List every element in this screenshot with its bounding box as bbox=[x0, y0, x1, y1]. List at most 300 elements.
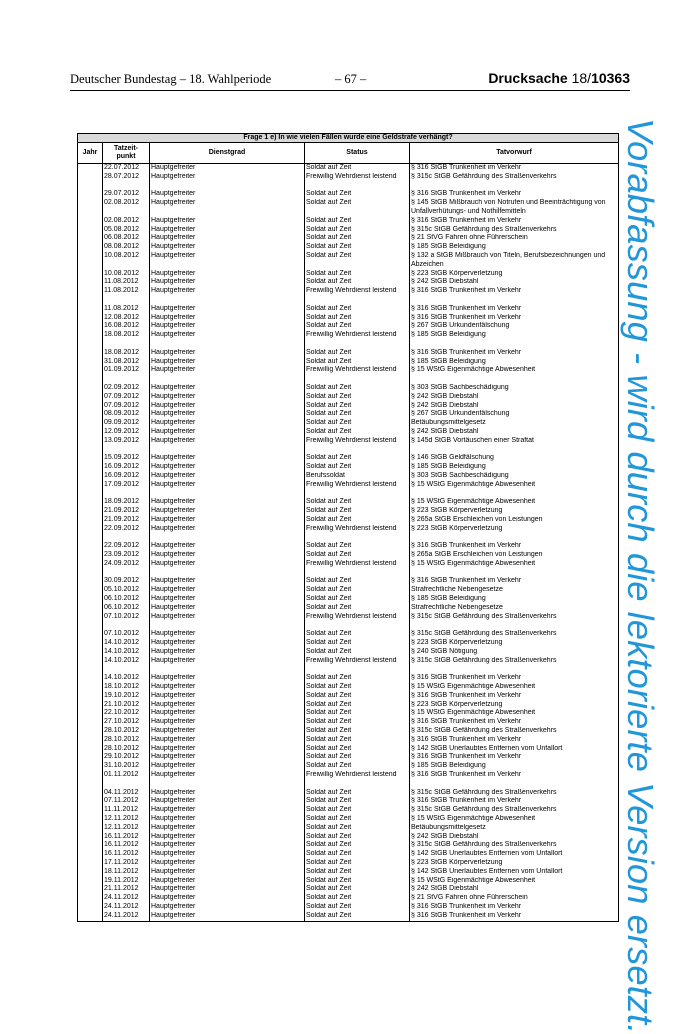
cell-jahr bbox=[78, 762, 103, 771]
table-row bbox=[78, 806, 619, 815]
table-spacer-row bbox=[78, 375, 619, 384]
spacer-cell bbox=[103, 621, 150, 630]
cell-tatzeitpunkt: 06.08.2012 bbox=[103, 234, 150, 243]
cell-tatvorwurf: § 315c StGB Gefährdung des Straßenverkehrs bbox=[410, 657, 619, 666]
spacer-cell bbox=[78, 446, 103, 455]
cell-jahr bbox=[78, 525, 103, 534]
cell-dienstgrad: Hauptgefreiter bbox=[150, 841, 305, 850]
cell-dienstgrad: Hauptgefreiter bbox=[150, 419, 305, 428]
cell-status: Soldat auf Zeit bbox=[305, 595, 410, 604]
cell-status: Soldat auf Zeit bbox=[305, 402, 410, 411]
cell-status: Soldat auf Zeit bbox=[305, 507, 410, 516]
spacer-cell bbox=[410, 569, 619, 578]
cell-dienstgrad: Hauptgefreiter bbox=[150, 243, 305, 252]
cell-tatvorwurf: § 242 StGB Diebstahl bbox=[410, 278, 619, 287]
cell-tatvorwurf: § 185 StGB Beleidigung bbox=[410, 762, 619, 771]
cell-tatzeitpunkt: 28.10.2012 bbox=[103, 736, 150, 745]
cell-tatzeitpunkt: 16.09.2012 bbox=[103, 472, 150, 481]
spacer-cell bbox=[305, 569, 410, 578]
cell-status: Soldat auf Zeit bbox=[305, 692, 410, 701]
cell-dienstgrad: Hauptgefreiter bbox=[150, 542, 305, 551]
cell-jahr bbox=[78, 454, 103, 463]
cell-dienstgrad: Hauptgefreiter bbox=[150, 270, 305, 279]
cell-jahr bbox=[78, 718, 103, 727]
spacer-cell bbox=[78, 182, 103, 191]
table-row bbox=[78, 577, 619, 586]
cell-dienstgrad: Hauptgefreiter bbox=[150, 217, 305, 226]
cell-dienstgrad: Hauptgefreiter bbox=[150, 498, 305, 507]
spacer-cell bbox=[150, 296, 305, 305]
spacer-cell bbox=[150, 489, 305, 498]
cell-tatzeitpunkt: 14.10.2012 bbox=[103, 657, 150, 666]
cell-tatvorwurf: § 316 StGB Trunkenheit im Verkehr bbox=[410, 736, 619, 745]
cell-tatvorwurf: § 267 StGB Urkundenfälschung bbox=[410, 322, 619, 331]
cell-jahr bbox=[78, 472, 103, 481]
cell-tatzeitpunkt: 08.08.2012 bbox=[103, 243, 150, 252]
cell-tatzeitpunkt: 07.11.2012 bbox=[103, 797, 150, 806]
cell-tatvorwurf: § 316 StGB Trunkenheit im Verkehr bbox=[410, 305, 619, 314]
cell-status: Soldat auf Zeit bbox=[305, 393, 410, 402]
cell-dienstgrad: Hauptgefreiter bbox=[150, 613, 305, 622]
cell-jahr bbox=[78, 648, 103, 657]
table-row bbox=[78, 498, 619, 507]
spacer-cell bbox=[305, 489, 410, 498]
spacer-cell bbox=[410, 621, 619, 630]
spacer-cell bbox=[150, 375, 305, 384]
cell-status: Freiwillig Wehrdienst leistend bbox=[305, 287, 410, 296]
cell-status: Freiwillig Wehrdienst leistend bbox=[305, 525, 410, 534]
table-row bbox=[78, 701, 619, 710]
table-row bbox=[78, 190, 619, 199]
cell-tatzeitpunkt: 10.08.2012 bbox=[103, 270, 150, 279]
cell-jahr bbox=[78, 314, 103, 323]
cell-tatvorwurf: § 303 StGB Sachbeschädigung bbox=[410, 384, 619, 393]
cell-dienstgrad: Hauptgefreiter bbox=[150, 894, 305, 903]
cell-tatvorwurf: § 15 WStG Eigenmächtige Abwesenheit bbox=[410, 366, 619, 375]
table-spacer-row bbox=[78, 182, 619, 191]
cell-jahr bbox=[78, 278, 103, 287]
cell-jahr bbox=[78, 498, 103, 507]
cell-tatvorwurf: § 265a StGB Erschleichen von Leistungen bbox=[410, 551, 619, 560]
cell-jahr bbox=[78, 595, 103, 604]
cell-tatvorwurf: § 265a StGB Erschleichen von Leistungen bbox=[410, 516, 619, 525]
cell-tatzeitpunkt: 22.07.2012 bbox=[103, 164, 150, 173]
spacer-cell bbox=[150, 621, 305, 630]
cell-tatzeitpunkt: 11.08.2012 bbox=[103, 287, 150, 296]
cell-status: Freiwillig Wehrdienst leistend bbox=[305, 481, 410, 490]
spacer-cell bbox=[410, 533, 619, 542]
cell-status: Soldat auf Zeit bbox=[305, 463, 410, 472]
cell-dienstgrad: Hauptgefreiter bbox=[150, 234, 305, 243]
cell-jahr bbox=[78, 419, 103, 428]
cell-jahr bbox=[78, 877, 103, 886]
table-row bbox=[78, 410, 619, 419]
cell-dienstgrad: Hauptgefreiter bbox=[150, 709, 305, 718]
cell-tatzeitpunkt: 21.09.2012 bbox=[103, 516, 150, 525]
table-row bbox=[78, 472, 619, 481]
cell-jahr bbox=[78, 252, 103, 270]
cell-tatzeitpunkt: 28.10.2012 bbox=[103, 727, 150, 736]
table-row bbox=[78, 199, 619, 217]
spacer-cell bbox=[150, 569, 305, 578]
cell-jahr bbox=[78, 701, 103, 710]
cell-tatvorwurf: § 223 StGB Körperverletzung bbox=[410, 270, 619, 279]
cell-tatzeitpunkt: 22.09.2012 bbox=[103, 542, 150, 551]
cell-tatvorwurf: § 15 WStG Eigenmächtige Abwesenheit bbox=[410, 815, 619, 824]
table-spacer-row bbox=[78, 569, 619, 578]
cell-tatzeitpunkt: 28.10.2012 bbox=[103, 745, 150, 754]
cell-dienstgrad: Hauptgefreiter bbox=[150, 674, 305, 683]
cell-jahr bbox=[78, 349, 103, 358]
spacer-cell bbox=[150, 533, 305, 542]
spacer-cell bbox=[305, 375, 410, 384]
cell-tatzeitpunkt: 28.07.2012 bbox=[103, 173, 150, 182]
cell-status: Soldat auf Zeit bbox=[305, 639, 410, 648]
table-row bbox=[78, 437, 619, 446]
table-row bbox=[78, 358, 619, 367]
cell-dienstgrad: Hauptgefreiter bbox=[150, 683, 305, 692]
cell-jahr bbox=[78, 270, 103, 279]
table-row bbox=[78, 278, 619, 287]
cell-dienstgrad: Hauptgefreiter bbox=[150, 868, 305, 877]
table-row bbox=[78, 234, 619, 243]
cell-tatvorwurf: § 185 StGB Beleidigung bbox=[410, 331, 619, 340]
cell-dienstgrad: Hauptgefreiter bbox=[150, 718, 305, 727]
cell-jahr bbox=[78, 322, 103, 331]
table-row bbox=[78, 903, 619, 912]
cell-tatvorwurf: § 316 StGB Trunkenheit im Verkehr bbox=[410, 771, 619, 780]
spacer-cell bbox=[103, 780, 150, 789]
cell-status: Soldat auf Zeit bbox=[305, 234, 410, 243]
cell-tatzeitpunkt: 09.09.2012 bbox=[103, 419, 150, 428]
cell-tatzeitpunkt: 18.10.2012 bbox=[103, 683, 150, 692]
cell-tatzeitpunkt: 24.11.2012 bbox=[103, 894, 150, 903]
cell-jahr bbox=[78, 683, 103, 692]
cell-jahr bbox=[78, 358, 103, 367]
cell-tatvorwurf: § 316 StGB Trunkenheit im Verkehr bbox=[410, 217, 619, 226]
data-table bbox=[77, 133, 619, 922]
cell-tatvorwurf: § 142 StGB Unerlaubtes Entfernen vom Unfallort bbox=[410, 868, 619, 877]
cell-status: Soldat auf Zeit bbox=[305, 912, 410, 921]
cell-tatzeitpunkt: 24.11.2012 bbox=[103, 903, 150, 912]
table-row bbox=[78, 762, 619, 771]
document-number bbox=[488, 70, 630, 86]
table-caption: Frage 1 e) In wie vielen Fällen wurde eine Geldstrafe verhängt? bbox=[78, 134, 619, 143]
cell-status: Soldat auf Zeit bbox=[305, 278, 410, 287]
cell-dienstgrad: Hauptgefreiter bbox=[150, 850, 305, 859]
cell-tatvorwurf: § 132 a StGB Mißbrauch von Titeln, Berufsbezeichnungen und Abzeichen bbox=[410, 252, 619, 270]
cell-jahr bbox=[78, 331, 103, 340]
cell-tatzeitpunkt: 14.10.2012 bbox=[103, 674, 150, 683]
cell-dienstgrad: Hauptgefreiter bbox=[150, 885, 305, 894]
spacer-cell bbox=[103, 533, 150, 542]
cell-jahr bbox=[78, 551, 103, 560]
cell-tatvorwurf: § 15 WStG Eigenmächtige Abwesenheit bbox=[410, 481, 619, 490]
cell-dienstgrad: Hauptgefreiter bbox=[150, 322, 305, 331]
table-row bbox=[78, 252, 619, 270]
cell-jahr bbox=[78, 542, 103, 551]
cell-status: Berufssoldat bbox=[305, 472, 410, 481]
table-row bbox=[78, 314, 619, 323]
cell-tatvorwurf: § 146 StGB Geldfälschung bbox=[410, 454, 619, 463]
spacer-cell bbox=[78, 780, 103, 789]
table-row bbox=[78, 507, 619, 516]
drucksache-number: 10363 bbox=[591, 70, 630, 86]
table-row bbox=[78, 885, 619, 894]
cell-jahr bbox=[78, 481, 103, 490]
cell-tatzeitpunkt: 22.10.2012 bbox=[103, 709, 150, 718]
spacer-cell bbox=[410, 446, 619, 455]
spacer-cell bbox=[305, 296, 410, 305]
cell-jahr bbox=[78, 437, 103, 446]
cell-dienstgrad: Hauptgefreiter bbox=[150, 815, 305, 824]
cell-jahr bbox=[78, 789, 103, 798]
cell-tatzeitpunkt: 11.08.2012 bbox=[103, 278, 150, 287]
cell-jahr bbox=[78, 402, 103, 411]
cell-dienstgrad: Hauptgefreiter bbox=[150, 912, 305, 921]
table-row bbox=[78, 789, 619, 798]
table-row bbox=[78, 657, 619, 666]
cell-status: Soldat auf Zeit bbox=[305, 419, 410, 428]
cell-status: Soldat auf Zeit bbox=[305, 683, 410, 692]
cell-tatvorwurf: § 142 StGB Unerlaubtes Entfernen vom Unfallort bbox=[410, 850, 619, 859]
table-row bbox=[78, 270, 619, 279]
cell-dienstgrad: Hauptgefreiter bbox=[150, 745, 305, 754]
cell-status: Soldat auf Zeit bbox=[305, 498, 410, 507]
cell-tatzeitpunkt: 19.11.2012 bbox=[103, 877, 150, 886]
cell-tatzeitpunkt: 08.09.2012 bbox=[103, 410, 150, 419]
spacer-cell bbox=[410, 340, 619, 349]
drucksache-label: Drucksache bbox=[488, 70, 568, 86]
cell-status: Soldat auf Zeit bbox=[305, 190, 410, 199]
cell-status: Soldat auf Zeit bbox=[305, 736, 410, 745]
table-spacer-row bbox=[78, 446, 619, 455]
cell-status: Soldat auf Zeit bbox=[305, 718, 410, 727]
cell-dienstgrad: Hauptgefreiter bbox=[150, 833, 305, 842]
cell-jahr bbox=[78, 797, 103, 806]
cell-status: Freiwillig Wehrdienst leistend bbox=[305, 771, 410, 780]
cell-tatvorwurf: § 315c StGB Gefährdung des Straßenverkehrs bbox=[410, 841, 619, 850]
cell-tatzeitpunkt: 16.11.2012 bbox=[103, 833, 150, 842]
cell-tatvorwurf: § 242 StGB Diebstahl bbox=[410, 833, 619, 842]
table-row bbox=[78, 771, 619, 780]
cell-dienstgrad: Hauptgefreiter bbox=[150, 586, 305, 595]
table-row bbox=[78, 604, 619, 613]
cell-dienstgrad: Hauptgefreiter bbox=[150, 226, 305, 235]
cell-tatzeitpunkt: 27.10.2012 bbox=[103, 718, 150, 727]
table-row bbox=[78, 525, 619, 534]
cell-tatvorwurf: § 145d StGB Vortäuschen einer Straftat bbox=[410, 437, 619, 446]
spacer-cell bbox=[103, 665, 150, 674]
cell-jahr bbox=[78, 463, 103, 472]
cell-dienstgrad: Hauptgefreiter bbox=[150, 771, 305, 780]
publication-title: Deutscher Bundestag – 18. Wahlperiode bbox=[70, 72, 272, 86]
cell-dienstgrad: Hauptgefreiter bbox=[150, 701, 305, 710]
spacer-cell bbox=[305, 446, 410, 455]
spacer-cell bbox=[150, 665, 305, 674]
cell-dienstgrad: Hauptgefreiter bbox=[150, 252, 305, 270]
cell-tatzeitpunkt: 14.10.2012 bbox=[103, 648, 150, 657]
cell-dienstgrad: Hauptgefreiter bbox=[150, 859, 305, 868]
table-spacer-row bbox=[78, 340, 619, 349]
cell-status: Freiwillig Wehrdienst leistend bbox=[305, 366, 410, 375]
table-row bbox=[78, 349, 619, 358]
cell-tatzeitpunkt: 17.09.2012 bbox=[103, 481, 150, 490]
cell-tatvorwurf: § 315c StGB Gefährdung des Straßenverkehrs bbox=[410, 789, 619, 798]
spacer-cell bbox=[305, 340, 410, 349]
spacer-cell bbox=[103, 182, 150, 191]
cell-dienstgrad: Hauptgefreiter bbox=[150, 525, 305, 534]
cell-tatzeitpunkt: 11.11.2012 bbox=[103, 806, 150, 815]
spacer-cell bbox=[410, 665, 619, 674]
cell-jahr bbox=[78, 586, 103, 595]
cell-tatvorwurf: § 316 StGB Trunkenheit im Verkehr bbox=[410, 903, 619, 912]
table-row bbox=[78, 217, 619, 226]
cell-dienstgrad: Hauptgefreiter bbox=[150, 595, 305, 604]
cell-tatvorwurf: Strafrechtliche Nebengesetze bbox=[410, 586, 619, 595]
cell-status: Soldat auf Zeit bbox=[305, 877, 410, 886]
cell-tatzeitpunkt: 02.08.2012 bbox=[103, 217, 150, 226]
cell-status: Soldat auf Zeit bbox=[305, 648, 410, 657]
cell-tatvorwurf: § 242 StGB Diebstahl bbox=[410, 885, 619, 894]
table-row bbox=[78, 305, 619, 314]
cell-tatvorwurf: § 316 StGB Trunkenheit im Verkehr bbox=[410, 718, 619, 727]
cell-jahr bbox=[78, 410, 103, 419]
cell-jahr bbox=[78, 507, 103, 516]
cell-tatvorwurf: § 185 StGB Beleidigung bbox=[410, 463, 619, 472]
table-body bbox=[78, 164, 619, 922]
table-row bbox=[78, 419, 619, 428]
cell-dienstgrad: Hauptgefreiter bbox=[150, 173, 305, 182]
cell-tatvorwurf: § 242 StGB Diebstahl bbox=[410, 428, 619, 437]
cell-dienstgrad: Hauptgefreiter bbox=[150, 199, 305, 217]
cell-jahr bbox=[78, 841, 103, 850]
col-header-status: Status bbox=[305, 143, 410, 164]
cell-tatzeitpunkt: 12.09.2012 bbox=[103, 428, 150, 437]
cell-jahr bbox=[78, 393, 103, 402]
cell-status: Soldat auf Zeit bbox=[305, 762, 410, 771]
cell-dienstgrad: Hauptgefreiter bbox=[150, 753, 305, 762]
cell-tatzeitpunkt: 02.08.2012 bbox=[103, 199, 150, 217]
cell-dienstgrad: Hauptgefreiter bbox=[150, 560, 305, 569]
cell-dienstgrad: Hauptgefreiter bbox=[150, 639, 305, 648]
spacer-cell bbox=[150, 780, 305, 789]
table-row bbox=[78, 428, 619, 437]
cell-tatzeitpunkt: 18.09.2012 bbox=[103, 498, 150, 507]
cell-dienstgrad: Hauptgefreiter bbox=[150, 507, 305, 516]
cell-tatzeitpunkt: 31.10.2012 bbox=[103, 762, 150, 771]
cell-dienstgrad: Hauptgefreiter bbox=[150, 481, 305, 490]
spacer-cell bbox=[305, 182, 410, 191]
cell-tatzeitpunkt: 14.10.2012 bbox=[103, 639, 150, 648]
spacer-cell bbox=[103, 569, 150, 578]
cell-tatzeitpunkt: 07.09.2012 bbox=[103, 402, 150, 411]
table-spacer-row bbox=[78, 489, 619, 498]
spacer-cell bbox=[103, 296, 150, 305]
cell-tatzeitpunkt: 07.09.2012 bbox=[103, 393, 150, 402]
cell-status: Soldat auf Zeit bbox=[305, 358, 410, 367]
cell-status: Soldat auf Zeit bbox=[305, 217, 410, 226]
cell-status: Soldat auf Zeit bbox=[305, 709, 410, 718]
spacer-cell bbox=[305, 665, 410, 674]
spacer-cell bbox=[78, 533, 103, 542]
cell-status: Soldat auf Zeit bbox=[305, 384, 410, 393]
cell-jahr bbox=[78, 771, 103, 780]
cell-status: Soldat auf Zeit bbox=[305, 454, 410, 463]
cell-status: Soldat auf Zeit bbox=[305, 859, 410, 868]
cell-tatzeitpunkt: 18.08.2012 bbox=[103, 331, 150, 340]
cell-jahr bbox=[78, 745, 103, 754]
table-row bbox=[78, 551, 619, 560]
cell-tatzeitpunkt: 29.10.2012 bbox=[103, 753, 150, 762]
table-row bbox=[78, 877, 619, 886]
cell-jahr bbox=[78, 190, 103, 199]
cell-tatvorwurf: § 15 WStG Eigenmächtige Abwesenheit bbox=[410, 498, 619, 507]
spacer-cell bbox=[78, 340, 103, 349]
cell-dienstgrad: Hauptgefreiter bbox=[150, 577, 305, 586]
cell-tatvorwurf: § 223 StGB Körperverletzung bbox=[410, 639, 619, 648]
cell-tatzeitpunkt: 30.09.2012 bbox=[103, 577, 150, 586]
spacer-cell bbox=[410, 780, 619, 789]
table-row bbox=[78, 226, 619, 235]
table-spacer-row bbox=[78, 533, 619, 542]
cell-jahr bbox=[78, 815, 103, 824]
table-row bbox=[78, 868, 619, 877]
cell-status: Freiwillig Wehrdienst leistend bbox=[305, 613, 410, 622]
table-row bbox=[78, 595, 619, 604]
cell-jahr bbox=[78, 366, 103, 375]
table-spacer-row bbox=[78, 665, 619, 674]
spacer-cell bbox=[410, 489, 619, 498]
cell-tatzeitpunkt: 21.10.2012 bbox=[103, 701, 150, 710]
spacer-cell bbox=[78, 569, 103, 578]
table-row bbox=[78, 912, 619, 921]
watermark-text: Vorabfassung - wird durch die lektorierte Version ersetzt. bbox=[620, 118, 661, 1034]
cell-status: Soldat auf Zeit bbox=[305, 841, 410, 850]
spacer-cell bbox=[78, 296, 103, 305]
cell-jahr bbox=[78, 674, 103, 683]
table-row bbox=[78, 366, 619, 375]
spacer-cell bbox=[78, 621, 103, 630]
cell-jahr bbox=[78, 850, 103, 859]
cell-dienstgrad: Hauptgefreiter bbox=[150, 349, 305, 358]
cell-tatzeitpunkt: 31.08.2012 bbox=[103, 358, 150, 367]
cell-dienstgrad: Hauptgefreiter bbox=[150, 692, 305, 701]
cell-status: Soldat auf Zeit bbox=[305, 815, 410, 824]
table-row bbox=[78, 841, 619, 850]
cell-dienstgrad: Hauptgefreiter bbox=[150, 428, 305, 437]
cell-status: Freiwillig Wehrdienst leistend bbox=[305, 657, 410, 666]
cell-tatvorwurf: § 316 StGB Trunkenheit im Verkehr bbox=[410, 314, 619, 323]
cell-dienstgrad: Hauptgefreiter bbox=[150, 305, 305, 314]
cell-status: Freiwillig Wehrdienst leistend bbox=[305, 173, 410, 182]
cell-status: Soldat auf Zeit bbox=[305, 322, 410, 331]
table-row bbox=[78, 630, 619, 639]
table-row bbox=[78, 718, 619, 727]
cell-tatvorwurf: § 15 WStG Eigenmächtige Abwesenheit bbox=[410, 683, 619, 692]
cell-jahr bbox=[78, 824, 103, 833]
table-row bbox=[78, 850, 619, 859]
cell-tatvorwurf: § 21 StVG Fahren ohne Führerschein bbox=[410, 234, 619, 243]
cell-jahr bbox=[78, 692, 103, 701]
page-number: – 67 – bbox=[335, 72, 367, 86]
cell-jahr bbox=[78, 903, 103, 912]
table-row bbox=[78, 692, 619, 701]
table-row bbox=[78, 709, 619, 718]
cell-jahr bbox=[78, 639, 103, 648]
cell-tatvorwurf: § 316 StGB Trunkenheit im Verkehr bbox=[410, 692, 619, 701]
cell-dienstgrad: Hauptgefreiter bbox=[150, 604, 305, 613]
